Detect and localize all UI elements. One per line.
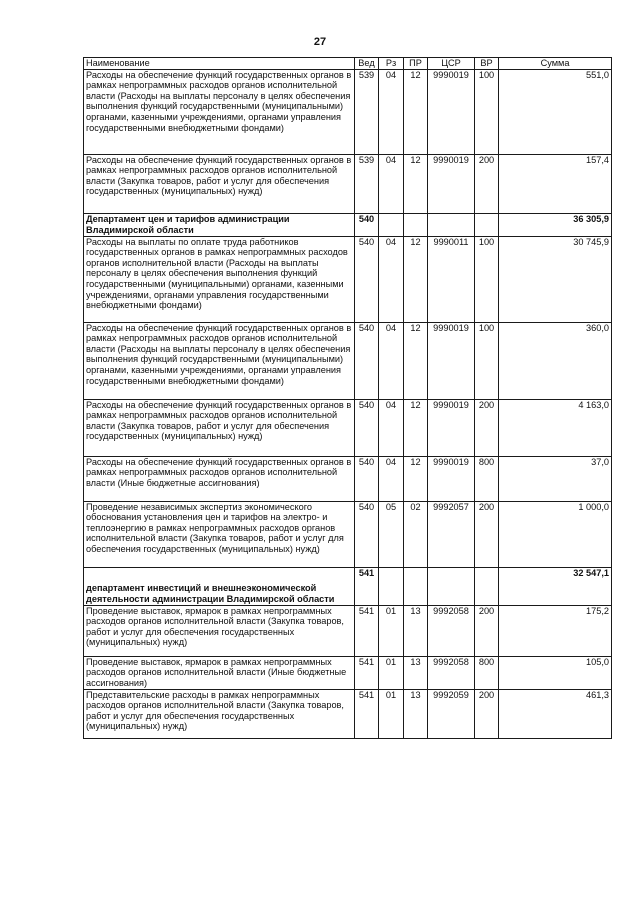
cell-rz xyxy=(379,567,404,605)
cell-csr: 9992058 xyxy=(428,605,475,656)
cell-vr xyxy=(475,567,499,605)
cell-ved: 539 xyxy=(355,69,379,154)
cell-pr: 12 xyxy=(404,399,428,456)
table-row xyxy=(84,501,612,567)
cell-rz: 01 xyxy=(379,689,404,738)
cell-ved: 540 xyxy=(355,322,379,399)
header-rz: Рз xyxy=(379,58,404,70)
cell-name: Расходы на обеспечение функций государственных органов в рамках непрограммных расходов органов исполнительной власти (Расходы на выплаты персоналу в целях обеспечения выполнения функций государственными (муниципальными) органами, казенными учреждениями, органами управления государственными внебюджетными фондами) xyxy=(84,322,355,399)
cell-rz: 04 xyxy=(379,236,404,322)
cell-sum: 30 745,9 xyxy=(499,236,612,322)
table-row xyxy=(84,456,612,501)
table-row xyxy=(84,69,612,154)
cell-rz: 05 xyxy=(379,501,404,567)
header-pr: ПР xyxy=(404,58,428,70)
table-row xyxy=(84,399,612,456)
cell-sum: 36 305,9 xyxy=(499,213,612,236)
cell-sum: 1 000,0 xyxy=(499,501,612,567)
cell-vr: 200 xyxy=(475,154,499,213)
cell-name: Проведение выставок, ярмарок в рамках непрограммных расходов органов исполнительной власти (Закупка товаров, работ и услуг для обеспечения государственных (муниципальных) нужд) xyxy=(84,605,355,656)
table-row xyxy=(84,605,612,656)
cell-csr: 9992058 xyxy=(428,656,475,689)
cell-csr xyxy=(428,567,475,605)
cell-ved: 540 xyxy=(355,236,379,322)
header-vr: ВР xyxy=(475,58,499,70)
cell-rz: 04 xyxy=(379,322,404,399)
cell-sum: 37,0 xyxy=(499,456,612,501)
header-name: Наименование xyxy=(84,58,355,70)
cell-ved: 541 xyxy=(355,567,379,605)
cell-ved: 540 xyxy=(355,501,379,567)
cell-pr: 12 xyxy=(404,456,428,501)
cell-csr: 9990019 xyxy=(428,69,475,154)
cell-rz: 04 xyxy=(379,69,404,154)
cell-name: Расходы на обеспечение функций государственных органов в рамках непрограммных расходов органов исполнительной власти (Иные бюджетные ассигнования) xyxy=(84,456,355,501)
cell-csr: 9990019 xyxy=(428,456,475,501)
table-row xyxy=(84,567,612,605)
cell-csr: 9990011 xyxy=(428,236,475,322)
cell-name: Расходы на обеспечение функций государственных органов в рамках непрограммных расходов органов исполнительной власти (Закупка товаров, работ и услуг для обеспечения государственных (муниципальных) нужд) xyxy=(84,399,355,456)
cell-sum: 157,4 xyxy=(499,154,612,213)
cell-ved: 541 xyxy=(355,656,379,689)
table-row xyxy=(84,322,612,399)
cell-ved: 540 xyxy=(355,399,379,456)
cell-vr: 800 xyxy=(475,656,499,689)
cell-ved: 540 xyxy=(355,456,379,501)
cell-sum: 360,0 xyxy=(499,322,612,399)
cell-vr: 200 xyxy=(475,501,499,567)
cell-sum: 461,3 xyxy=(499,689,612,738)
cell-name: Проведение независимых экспертиз экономического обоснования установления цен и тарифов на электро- и теплоэнергию в рамках непрограммных расходов органов исполнительной власти (Закупка товаров, работ и услуг для обеспечения государственных (муниципальных) нужд) xyxy=(84,501,355,567)
header-csr: ЦСР xyxy=(428,58,475,70)
cell-sum: 105,0 xyxy=(499,656,612,689)
cell-csr xyxy=(428,213,475,236)
table-row xyxy=(84,689,612,738)
cell-pr: 13 xyxy=(404,605,428,656)
cell-pr: 02 xyxy=(404,501,428,567)
cell-vr: 100 xyxy=(475,322,499,399)
cell-pr: 13 xyxy=(404,689,428,738)
cell-vr: 100 xyxy=(475,236,499,322)
cell-ved: 540 xyxy=(355,213,379,236)
cell-vr: 100 xyxy=(475,69,499,154)
cell-name: Представительские расходы в рамках непрограммных расходов органов исполнительной власти (Закупка товаров, работ и услуг для обеспечения государственных (муниципальных) нужд) xyxy=(84,689,355,738)
cell-name: Проведение выставок, ярмарок в рамках непрограммных расходов органов исполнительной власти (Иные бюджетные ассигнования) xyxy=(84,656,355,689)
cell-csr: 9990019 xyxy=(428,154,475,213)
cell-csr: 9990019 xyxy=(428,399,475,456)
cell-rz: 01 xyxy=(379,656,404,689)
cell-name: Департамент цен и тарифов администрации Владимирской области xyxy=(84,213,355,236)
cell-pr: 12 xyxy=(404,236,428,322)
cell-rz xyxy=(379,213,404,236)
cell-pr: 12 xyxy=(404,322,428,399)
cell-sum: 32 547,1 xyxy=(499,567,612,605)
cell-name: Расходы на выплаты по оплате труда работников государственных органов в рамках непрограммных расходов органов исполнительной власти (Расходы на выплаты персоналу в целях обеспечения выполнения функций государственными (муниципальными) органами, казенными учреждениями, органами управления государственными внебюджетными фондами) xyxy=(84,236,355,322)
page-number: 27 xyxy=(313,36,327,48)
cell-pr: 13 xyxy=(404,656,428,689)
cell-name: Расходы на обеспечение функций государственных органов в рамках непрограммных расходов органов исполнительной власти (Расходы на выплаты персоналу в целях обеспечения выполнения функций государственными (муниципальными) органами, казенными учреждениями, органами управления государственными внебюджетными фондами) xyxy=(84,69,355,154)
cell-csr: 9990019 xyxy=(428,322,475,399)
cell-rz: 04 xyxy=(379,154,404,213)
header-ved: Вед xyxy=(355,58,379,70)
cell-pr: 12 xyxy=(404,154,428,213)
cell-csr: 9992057 xyxy=(428,501,475,567)
cell-sum: 175,2 xyxy=(499,605,612,656)
table-row xyxy=(84,656,612,689)
table-row xyxy=(84,154,612,213)
header-sum: Сумма xyxy=(499,58,612,70)
cell-name: Расходы на обеспечение функций государственных органов в рамках непрограммных расходов органов исполнительной власти (Закупка товаров, работ и услуг для обеспечения государственных (муниципальных) нужд) xyxy=(84,154,355,213)
cell-pr xyxy=(404,213,428,236)
cell-name: департамент инвестиций и внешнеэкономической деятельности администрации Владимирской области xyxy=(84,567,355,605)
cell-ved: 541 xyxy=(355,605,379,656)
cell-vr: 200 xyxy=(475,605,499,656)
cell-vr: 200 xyxy=(475,689,499,738)
cell-rz: 04 xyxy=(379,399,404,456)
cell-rz: 04 xyxy=(379,456,404,501)
table-row xyxy=(84,213,612,236)
cell-pr xyxy=(404,567,428,605)
cell-ved: 541 xyxy=(355,689,379,738)
cell-vr xyxy=(475,213,499,236)
table-row xyxy=(84,236,612,322)
cell-ved: 539 xyxy=(355,154,379,213)
cell-pr: 12 xyxy=(404,69,428,154)
table-header-row xyxy=(84,58,612,70)
cell-sum: 551,0 xyxy=(499,69,612,154)
cell-vr: 200 xyxy=(475,399,499,456)
budget-table xyxy=(83,57,612,739)
cell-sum: 4 163,0 xyxy=(499,399,612,456)
cell-csr: 9992059 xyxy=(428,689,475,738)
cell-rz: 01 xyxy=(379,605,404,656)
cell-vr: 800 xyxy=(475,456,499,501)
